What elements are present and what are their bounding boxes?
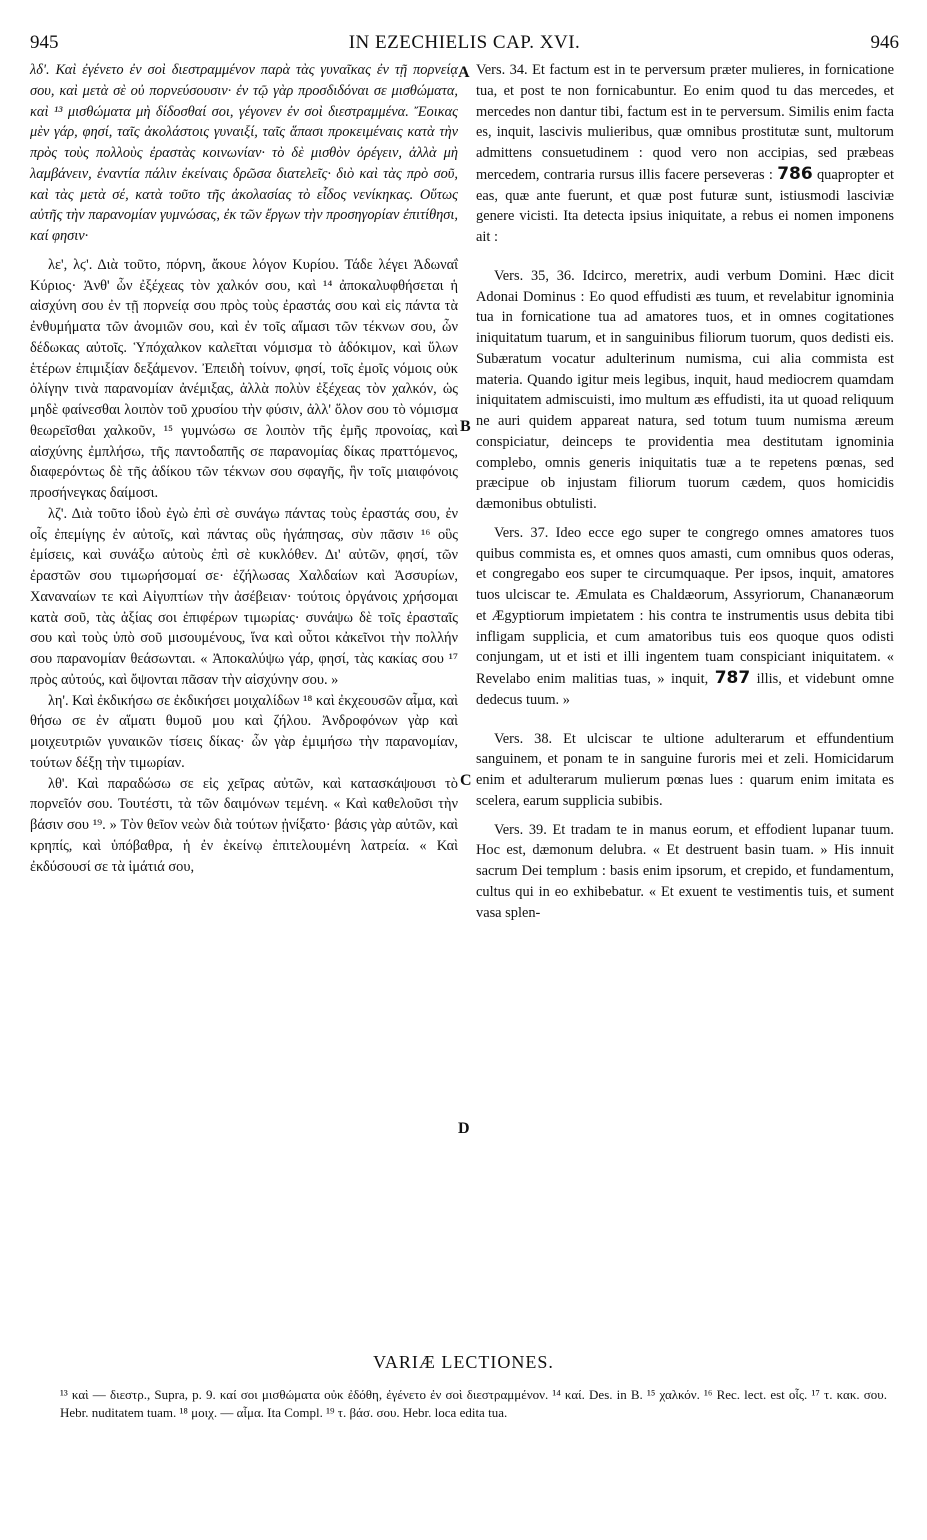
margin-letter-b: B: [460, 418, 471, 435]
column-number-787: 787: [714, 668, 751, 688]
margin-letter-a: A: [458, 64, 470, 81]
latin-paragraph-34-text: Vers. 34. Et factum est in te perversum præter mulieres, in fornicatione tua, et post te non fornicabuntur. Eo enim quod tu das mercedes, et mercedes non dantur tibi, factum est in te perversum. Similis enim facta es, inquit, lascivis mulieribus, quæ omnibus prostitutæ sunt, multorum admittens consuetudinem : quod vero non accipias, sed præbeas mercedem, contraria rursus illis facere perseveras :: [476, 62, 894, 183]
greek-paragraph-39: λθ'. Καὶ παραδώσω σε εἰς χεῖρας αὐτῶν, καὶ κατασκάψουσι τὸ πορνεῖόν σου. Τουτέστι, τὰ τῶν δαιμόνων τεμένη. « Καὶ καθελοῦσι τὴν βάσιν σου ¹⁹. » Τὸν θεῖον νεὼν διὰ τούτων ᾐνίξατο· βάσις γὰρ αὐτῶν, καὶ κρηπίς, καὶ ὑπόβαθρα, ἡ ἐν ἐκείνῳ ἐπιτελουμένη λατρεία. « Καὶ ἐκδύσουσί σε τὰ ἱμάτιά σου,: [30, 775, 458, 875]
page-number-left: 945: [30, 32, 59, 53]
greek-paragraph-35-36: λε', λϛ'. Διὰ τοῦτο, πόρνη, ἄκουε λόγον Κυρίου. Τάδε λέγει Ἀδωναΐ Κύριος· Ἀνθ' ὧν ἐξέχεας τὸν χαλκόν σου, καὶ ¹⁴ ἀποκαλυφθήσεται ἡ αἰσχύνη σου ἐν τῇ πορνείᾳ σου πρὸς τοὺς ἐραστάς σου καὶ εἰς πάντα τὰ ἐνθυμήματα τῶν ἀνομιῶν σου, καὶ ἐν τοῖς αἵμασι τῶν τέκνων σου, ὧν δέδωκας αὐτοῖς. Ὑπόχαλκον καλεῖται νόμισμα τὸ ἀδόκιμον, καὶ ὕλων ἑτέρων ἐπιμιξίαν δεξάμενον. Ἐπειδὴ τοίνυν, φησί, τοῖς ἐμοῖς νόμοις οὐκ ὀλίγην τινὰ παρανομίαν ἀνέμιξας, ἀλλὰ πολὺν ἐξέχεας τὸν χαλκόν, ὡς μηδὲ φαίνεσθαι λοιπὸν τοῦ χρυσίου τὴν φύσιν, ἀλλ' ὅλον σου τὸ νόμισμα θεωρεῖσθαι χαλκοῦν, ¹⁵ γυμνώσω σε λοιπὸν τῆς ἐμῆς προνοίας, καὶ αἰσχύνης ἐμπλήσω, τῆς παντοδαπῆς σε παρανομίας δίκας πραττόμενος, διαφερόντως δὲ τῆς ἀδίκου τῶν τέκνων σου σφαγῆς, ἣν τοῖς μιαιφόνοις προσήνεγκας δαίμοσι.: [30, 256, 458, 501]
latin-paragraph-37-tail: illis, et videbunt omne dedecus tuum. »: [476, 671, 894, 708]
latin-paragraph-35-36: Vers. 35, 36. Idcirco, meretrix, audi verbum Domini. Hæc dicit Adonai Dominus : Eo quod effudisti æs tuum, et revelabitur ignominia tua in fornicatione tua ad amatores tuos, et in omnes cogitationes iniquitatum tuarum, et in sanguinibus filiorum tuorum, quos dedisti eis. Subæratum vocatur adulterinum numisma, cui alia commista est materia. Quando igitur meis legibus, inquit, haud mediocrem quamdam iniquitatem admiscuisti, imo multum æs effudisti, ita ut quoad reliquum ne auri quidem appareat natura, sed totum tuum numisma æreum conspiciatur, deinceps te providentia mea destitutam ignominia complebo, omnis generis iniquitatis tuæ a te repetens pœnas, sed præcipue ob injustam filiorum tuorum cædem, quos homicidis dæmonibus obtulisti.: [476, 267, 894, 512]
latin-paragraph-39: Vers. 39. Et tradam te in manus eorum, et effodient lupanar tuum. Hoc est, dæmonum delubra. « Et destruent basin tuam. » His innuit sacrum Dei templum : basis enim ipsorum, et crepido, et fundamentum, cultus qui in eo exhibebatur. « Et exuent te vestimentis tuis, et sument vasa splen-: [476, 821, 894, 921]
latin-paragraph-37-text: Vers. 37. Ideo ecce ego super te congrego omnes amatores tuos quibus commista es, et omnes quos amasti, cum omnibus quos oderas, et congregabo eos super te circumquaque. Per ipsos, inquit, amatores tuos ulciscar te. Æmulata es Chaldæorum, Assyriorum, Chananæorum et Ægyptiorum impietatem : his contra te instrumentis usus debita tibi infligam supplicia, et cum amatoribus tuis eos quoque quos odisti conjungam, ut et isti et illi ingentem tuam conspiciant iniquitatem. « Revelabo enim malitias tuas, » inquit,: [476, 524, 894, 687]
latin-column: [476, 60, 894, 923]
column-number-786: 786: [777, 163, 813, 184]
latin-paragraph-34-tail: quapropter et eas, quæ ante fuerunt, et quæ post futuræ sunt, istiusmodi lasciviæ genere vicisti. Ita detecta ipsius iniquitate, a rebus ei nomen imponens ait :: [476, 166, 894, 245]
greek-column: [30, 60, 458, 877]
variae-lectiones-notes: ¹³ καὶ — διεστρ., Supra, p. 9. καί σοι μισθώματα οὐκ ἐδόθη, ἐγένετο ἐν σοὶ διεστραμμένον. ¹⁴ καί. Des. in B. ¹⁵ χαλκόν. ¹⁶ Rec. lect. est οἷς. ¹⁷ τ. κακ. σου. Hebr. nuditatem tuam. ¹⁸ μοιχ. — αἷμα. Ita Compl. ¹⁹ τ. βάσ. σου. Hebr. loca edita tua.: [60, 1387, 887, 1420]
margin-letter-d: D: [458, 1120, 470, 1137]
greek-paragraph-34: λδ'. Καὶ ἐγένετο ἐν σοὶ διεστραμμένον παρὰ τὰς γυναῖκας ἐν τῇ πορνείᾳ σου, καὶ μετὰ σὲ οὐ πορνεύσουσιν· ἐν τῷ γὰρ προσδιδόναι σε μισθώματα, καὶ ¹³ μισθώματα μὴ δίδοσθαί σοι, γέγονεν ἐν σοὶ διεστραμμένα. Ἔοικας μὲν γάρ, φησί, ταῖς ἀκολάστοις γυναιξί, ταῖς ἅπασι προκειμέναις κατὰ τὴν πρὸς τοὺς πολλοὺς ἐραστὰς κοινωνίαν· τὸ δὲ μισθὸν ὀρέγειν, ἀλλὰ μὴ λαμβάνειν, ἐναντία πάλιν ἐκείναις δρῶσα διατελεῖς· διὸ καὶ τὰς πρὸ σοῦ, καὶ τὰς μετὰ σέ, κατὰ τοῦτο τῆς ἀκολασίας τὸ εἶδος νενίκηκας. Οὕτως αὐτῆς τὴν παρανομίαν γυμνώσας, ἐκ τῶν ἔργων τὴν προσηγορίαν ἐπιτίθησι, καί φησιν·: [30, 62, 458, 244]
running-header: [30, 28, 899, 58]
page-number-right: 946: [870, 32, 899, 53]
latin-paragraph-38: Vers. 38. Et ulciscar te ultione adulterarum et effundentium sanguinem, et ponam te in sanguine furoris mei et zeli. Homicidarum enim et adulterarum mulierum pœnas lues : quarum enim imitata es scelera, earum supplicia subibis.: [476, 730, 894, 809]
greek-paragraph-38: λη'. Καὶ ἐκδικήσω σε ἐκδικήσει μοιχαλίδων ¹⁸ καὶ ἐκχεουσῶν αἷμα, καὶ θήσω σε ἐν αἵματι θυμοῦ μου καὶ ζήλου. Ἀνδροφόνων γὰρ καὶ μοιχευτριῶν γυναικῶν τίσεις δίκας· ὧν γὰρ ἐμιμήσω τὴν παρανομίαν, τούτων δέξῃ τὴν τιμωρίαν.: [30, 692, 458, 771]
latin-paragraph-34: [476, 60, 894, 248]
margin-letter-c: C: [460, 772, 472, 789]
latin-paragraph-37: [476, 523, 894, 711]
greek-paragraph-37: λζ'. Διὰ τοῦτο ἰδοὺ ἐγὼ ἐπὶ σὲ συνάγω πάντας τοὺς ἐραστάς σου, ἐν οἷς ἐπεμίγης ἐν αὐτοῖς, καὶ πάντας οὓς ἠγάπησας, σὺν πᾶσιν ¹⁶ οὓς ἐμίσεις, καὶ συνάξω αὐτοὺς ἐπὶ σὲ κυκλόθεν. Δι' αὐτῶν, φησί, τῶν ἐραστῶν σου τιμωρήσομαί σε· ἐζήλωσας Χαλδαίων καὶ Ἀσσυρίων, Χαναναίων τε καὶ Αἰγυπτίων τὴν ἀσέβειαν· τούτοις ὀργάνοις χρήσομαι κατὰ σοῦ, τὰς ἀξίας σοι ἐπιφέρων τιμωρίας· συνάψω δὲ τοῖς ἐρασταῖς σου καὶ τοὺς ὑπὸ σοῦ μισουμένους, ἵνα καὶ οὗτοι κἀκεῖνοι τὴν πολλήν σου παρανομίαν θεάσωνται. « Ἀποκαλύψω γάρ, φησί, τὰς κακίας σου ¹⁷ πρὸς αὐτούς, καὶ ὄψονται πᾶσαν τὴν αἰσχύνην σου. »: [30, 505, 458, 688]
variae-lectiones-title: VARIÆ LECTIONES.: [373, 1352, 554, 1372]
running-title: IN EZECHIELIS CAP. XVI.: [348, 32, 581, 53]
